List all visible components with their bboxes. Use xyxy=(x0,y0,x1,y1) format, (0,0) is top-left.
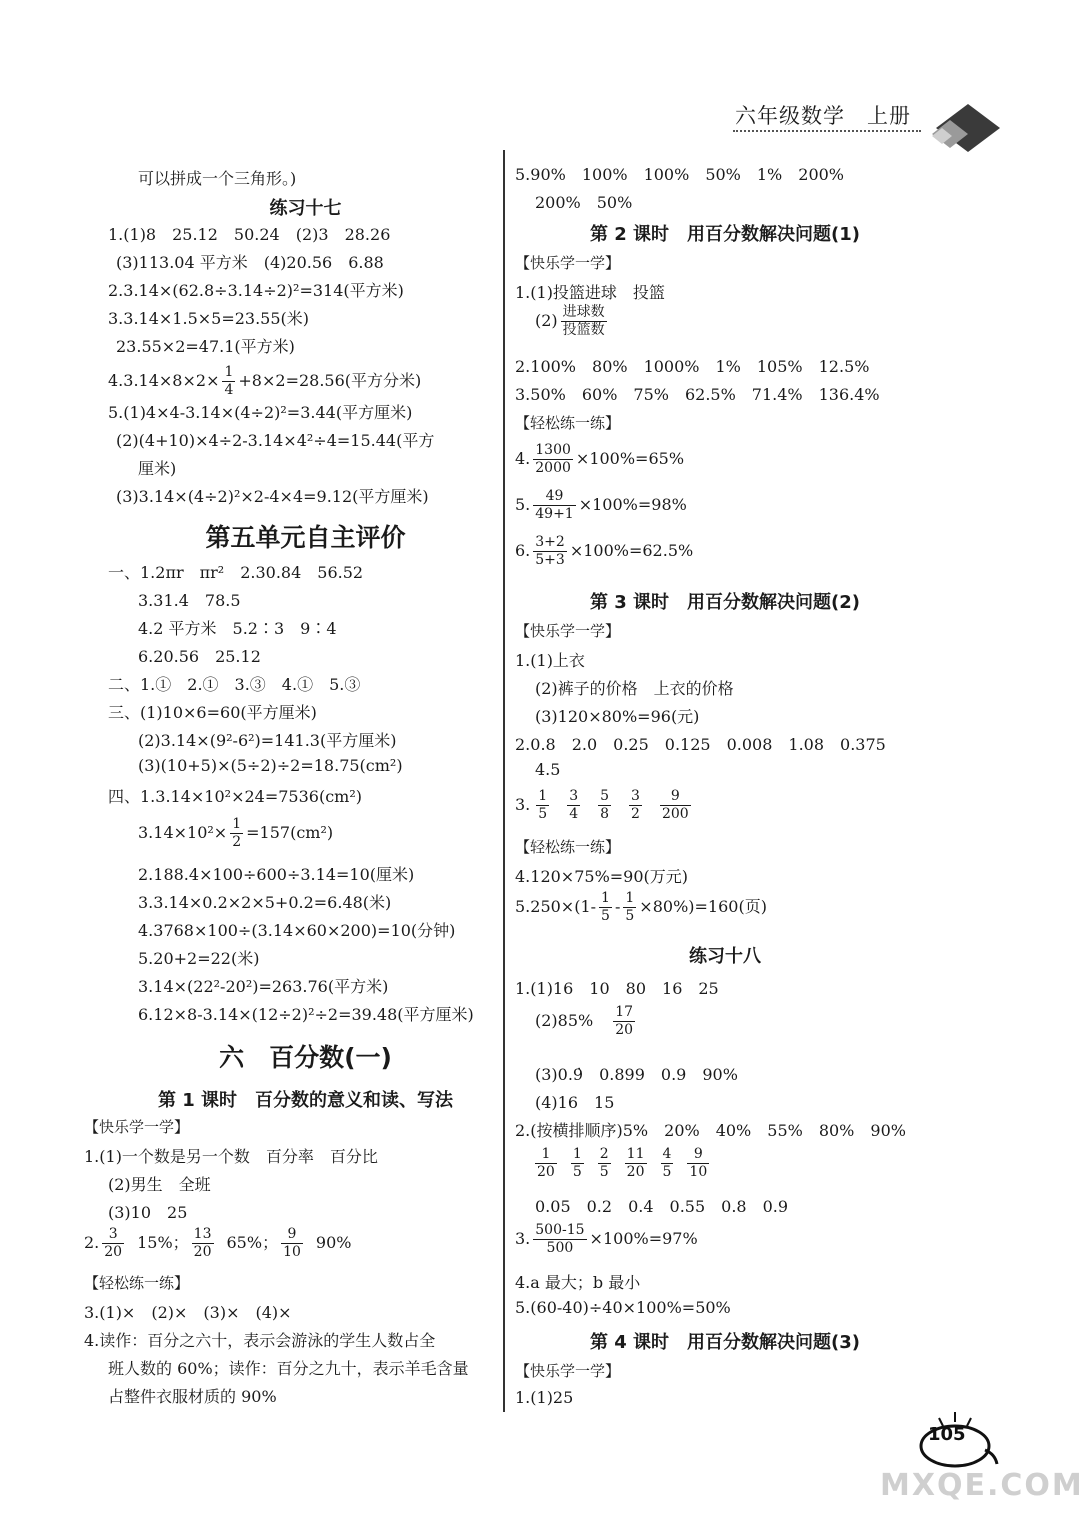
text-segment: 4.3.14×8×2× xyxy=(108,371,220,390)
text-segment: 5. xyxy=(515,495,531,514)
answer-line: 3.31.4 78.5 xyxy=(138,591,241,610)
fraction-denominator: 5 xyxy=(599,1164,609,1180)
text-segment: 5.250×(1- xyxy=(515,897,597,916)
fraction-numerator: 9 xyxy=(281,1226,303,1244)
fraction xyxy=(660,788,691,823)
answer-line: 4.120×75%=90(万元) xyxy=(515,867,689,886)
text-segment: +8×2=28.56(平方分米) xyxy=(238,371,422,390)
book-title: 六年级数学 上册 xyxy=(735,104,911,128)
answer-line: 【轻松练一练】 xyxy=(515,414,621,432)
answer-line: 【快乐学一学】 xyxy=(84,1118,190,1136)
text-segment: 3. xyxy=(515,795,531,814)
answer-line: 【快乐学一学】 xyxy=(515,254,621,272)
fraction-denominator: 49+1 xyxy=(535,506,574,522)
fraction xyxy=(625,1146,647,1181)
fraction-numerator: 1 xyxy=(538,788,548,804)
answer-line: 2.(按横排顺序)5% 20% 40% 55% 80% 90% xyxy=(515,1121,906,1140)
fraction xyxy=(598,1146,611,1181)
fraction-denominator: 20 xyxy=(104,1244,123,1260)
fraction xyxy=(661,1146,674,1181)
answer-line: 第 4 课时 用百分数解决问题(3) xyxy=(589,1332,861,1353)
fraction xyxy=(613,1004,635,1039)
header-rule xyxy=(733,130,921,132)
fraction xyxy=(533,534,567,569)
fraction-numerator: 1 xyxy=(572,1146,582,1162)
answer-line: 4.5 xyxy=(535,760,561,779)
answer-line: 可以拼成一个三角形。) xyxy=(138,169,297,188)
answer-line: 2.0.8 2.0 0.25 0.125 0.008 1.08 0.375 xyxy=(515,735,886,754)
answer-line xyxy=(515,442,684,477)
answer-line: 2.100% 80% 1000% 1% 105% 12.5% xyxy=(515,357,870,376)
answer-line: (3)113.04 平方米 (4)20.56 6.88 xyxy=(116,253,384,272)
answer-line: 1.(1)投篮进球 投篮 xyxy=(515,283,665,302)
answer-line: 占整件衣服材质的 90% xyxy=(108,1387,277,1406)
text-segment: 3. xyxy=(515,1229,531,1248)
answer-line: 0.05 0.2 0.4 0.55 0.8 0.9 xyxy=(535,1197,789,1216)
answer-line: 【轻松练一练】 xyxy=(84,1274,190,1292)
answer-line: 5.20+2=22(米) xyxy=(138,949,260,968)
fraction-numerator: 4 xyxy=(662,1146,672,1162)
answer-line xyxy=(108,364,421,399)
answer-line: 第 1 课时 百分数的意义和读、写法 xyxy=(157,1090,454,1111)
answer-line: 三、(1)10×6=60(平方厘米) xyxy=(108,703,317,722)
fraction xyxy=(599,890,612,925)
text-segment: ×100%=98% xyxy=(578,495,687,514)
answer-line: 班人数的 60%；读作：百分之九十，表示羊毛含量 xyxy=(108,1359,469,1378)
text-segment: 6. xyxy=(515,541,531,560)
fraction-numerator: 3+2 xyxy=(535,534,565,550)
fraction-numerator: 5 xyxy=(600,788,610,804)
answer-line: 第 3 课时 用百分数解决问题(2) xyxy=(589,592,861,613)
answer-line: 1.(1)25 xyxy=(515,1388,574,1407)
fraction xyxy=(102,1226,124,1261)
fraction xyxy=(192,1226,214,1261)
fraction-numerator: 进球数 xyxy=(562,304,605,320)
answer-line: 【快乐学一学】 xyxy=(515,622,621,640)
fraction-denominator: 20 xyxy=(193,1244,212,1260)
fraction-denominator: 200 xyxy=(661,806,689,822)
fraction xyxy=(533,1222,586,1257)
fraction-denominator: 5 xyxy=(601,908,610,924)
diamond-decoration-icon xyxy=(928,98,1008,168)
answer-line xyxy=(535,304,610,339)
text-segment: 4. xyxy=(515,449,531,468)
fraction-numerator: 1 xyxy=(232,816,242,832)
fraction xyxy=(535,1146,557,1181)
fraction-numerator: 3 xyxy=(102,1226,124,1244)
fraction xyxy=(598,788,611,823)
fraction-denominator: 5 xyxy=(625,908,635,924)
answer-line xyxy=(515,890,767,925)
answer-line: (2)(4+10)×4÷2-3.14×4²÷4=15.44(平方 xyxy=(116,431,435,450)
fraction xyxy=(222,364,235,399)
answer-line: (3)3.14×(4÷2)²×2-4×4=9.12(平方厘米) xyxy=(116,487,429,506)
answer-line: 3.50% 60% 75% 62.5% 71.4% 136.4% xyxy=(515,385,880,404)
answer-line: (3)(10+5)×(5÷2)÷2=18.75(cm²) xyxy=(138,756,403,775)
answer-line: 第五单元自主评价 xyxy=(205,523,406,552)
fraction-numerator: 3 xyxy=(631,788,640,804)
fraction-denominator: 10 xyxy=(689,1164,708,1180)
answer-line: (2)裤子的价格 上衣的价格 xyxy=(535,679,734,698)
fraction-denominator: 4 xyxy=(224,382,234,398)
watermark: MXQE.COM xyxy=(880,1468,1084,1503)
answer-line xyxy=(535,1146,723,1181)
answer-line xyxy=(84,1226,351,1261)
fraction xyxy=(561,304,607,339)
fraction xyxy=(567,788,580,823)
answer-line: 3.14×(22²-20²)=263.76(平方米) xyxy=(138,977,389,996)
fraction xyxy=(623,890,636,925)
fraction-denominator: 20 xyxy=(615,1022,634,1038)
answer-line: 1.(1)上衣 xyxy=(515,651,585,670)
answer-line: (3)0.9̇ 0.899 0.9 90% xyxy=(535,1065,738,1084)
text-segment: ×100%=62.5% xyxy=(569,541,694,560)
fraction-denominator: 8 xyxy=(600,806,610,822)
answer-line: (4)16 15 xyxy=(535,1093,615,1112)
fraction-numerator: 1 xyxy=(601,890,610,906)
answer-line: 4.2 平方米 5.2∶3 9∶4 xyxy=(138,619,337,638)
fraction-denominator: 5 xyxy=(572,1164,582,1180)
answer-line: 4.读作：百分之六十，表示会游泳的学生人数占全 xyxy=(84,1331,436,1350)
fraction-numerator: 1 xyxy=(535,1146,557,1164)
answer-line: 厘米) xyxy=(138,459,177,478)
fraction-numerator: 500-15 xyxy=(535,1222,585,1238)
fraction xyxy=(571,1146,584,1181)
fraction-numerator: 1 xyxy=(224,364,234,380)
page-number: 105 xyxy=(928,1424,966,1445)
answer-line: 200% 50% xyxy=(535,193,633,212)
fraction-numerator: 49 xyxy=(533,488,575,506)
text-segment: ×100%=65% xyxy=(575,449,685,468)
answer-line: 2.3.14×(62.8÷3.14÷2)²=314(平方米) xyxy=(108,281,404,300)
answer-line: 四、1.3.14×10²×24=7536(cm²) xyxy=(108,787,362,806)
answer-line: 2.188.4×100÷600÷3.14=10(厘米) xyxy=(138,865,415,884)
answer-line xyxy=(515,788,703,823)
fraction-denominator: 2 xyxy=(631,806,640,822)
text-segment: 15%； xyxy=(137,1233,189,1252)
answer-line: 1.(1)8 25.12 50.24 (2)3 28.26 xyxy=(108,225,391,244)
answer-line: 【快乐学一学】 xyxy=(515,1362,621,1380)
fraction-denominator: 2 xyxy=(232,834,242,850)
fraction-denominator: 500 xyxy=(546,1240,574,1256)
answer-line: 5.(1)4×4-3.14×(4÷2)²=3.44(平方厘米) xyxy=(108,403,413,422)
fraction-denominator: 5+3 xyxy=(535,552,565,568)
answer-line: 一、1.2πr πr² 2.30.84 56.52 xyxy=(108,563,364,582)
answer-line: 练习十八 xyxy=(689,946,761,967)
fraction-denominator: 投篮数 xyxy=(562,322,605,338)
fraction xyxy=(629,788,642,823)
answer-line: 3.3.14×1.5×5=23.55(米) xyxy=(108,309,310,328)
text-segment: 3.14×10²× xyxy=(138,823,228,842)
answer-line: 3.(1)× (2)× (3)× (4)× xyxy=(84,1303,292,1322)
answer-line xyxy=(535,1004,638,1039)
fraction-numerator: 9 xyxy=(687,1146,709,1164)
fraction-denominator: 2000 xyxy=(535,460,571,476)
answer-line: 3.3.14×0.2×2×5+0.2=6.48(米) xyxy=(138,893,392,912)
text-segment: ×100%=97% xyxy=(589,1229,698,1248)
fraction-denominator: 20 xyxy=(626,1164,645,1180)
fraction-numerator: 11 xyxy=(626,1146,645,1162)
text-segment: 2. xyxy=(84,1233,100,1252)
fraction xyxy=(230,816,243,851)
answer-line xyxy=(138,816,333,851)
answer-line: 1.(1)16 10 80 16 25 xyxy=(515,979,719,998)
fraction-numerator: 2 xyxy=(599,1146,609,1162)
answer-line xyxy=(515,1222,698,1257)
fraction-numerator: 1 xyxy=(625,890,635,906)
answer-line: 4.3768×100÷(3.14×60×200)=10(分钟) xyxy=(138,921,456,940)
answer-line: 1.(1)一个数是另一个数 百分率 百分比 xyxy=(84,1147,378,1166)
answer-line: (2)3.14×(9²-6²)=141.3(平方厘米) xyxy=(138,731,397,750)
text-segment: (2) xyxy=(535,311,558,330)
fraction xyxy=(687,1146,709,1181)
answer-line: 23.55×2=47.1(平方米) xyxy=(116,337,295,356)
text-segment: - xyxy=(614,897,621,916)
answer-line: 六 百分数(一) xyxy=(219,1043,392,1072)
answer-line: 第 2 课时 用百分数解决问题(1) xyxy=(589,224,861,245)
answer-line: 6.12×8-3.14×(12÷2)²÷2=39.48(平方厘米) xyxy=(138,1005,474,1024)
fraction xyxy=(533,488,575,523)
answer-line: 5.(60-40)÷40×100%=50% xyxy=(515,1298,731,1317)
answer-line: 4.a 最大；b 最小 xyxy=(515,1273,641,1292)
answer-line: 练习十七 xyxy=(269,198,342,219)
fraction-denominator: 5 xyxy=(538,806,548,822)
text-segment: =157(cm²) xyxy=(246,823,334,842)
fraction-numerator: 9 xyxy=(660,788,691,806)
text-segment: 65%； xyxy=(226,1233,279,1252)
fraction xyxy=(533,442,573,477)
text-segment: 90% xyxy=(315,1233,352,1252)
fraction-denominator: 5 xyxy=(662,1164,672,1180)
answer-line: (2)男生 全班 xyxy=(108,1175,211,1194)
fraction-denominator: 10 xyxy=(283,1244,301,1260)
answer-line xyxy=(515,488,687,523)
fraction-denominator: 20 xyxy=(537,1164,555,1180)
text-segment: (2)85% xyxy=(535,1011,594,1030)
answer-line: (3)120×80%=96(元) xyxy=(535,707,700,726)
answer-line xyxy=(515,534,693,569)
answer-line: 6.20.56 25.12 xyxy=(138,647,261,666)
fraction xyxy=(281,1226,303,1261)
fraction-numerator: 1300 xyxy=(535,442,571,458)
fraction-numerator: 3 xyxy=(569,788,579,804)
fraction-numerator: 13 xyxy=(193,1226,212,1242)
column-divider xyxy=(503,150,505,1412)
fraction-denominator: 4 xyxy=(569,806,579,822)
text-segment: ×80%)=160(页) xyxy=(639,897,767,916)
answer-line: 二、1.① 2.① 3.③ 4.① 5.③ xyxy=(108,675,361,694)
fraction-numerator: 17 xyxy=(615,1004,634,1020)
answer-line: 【轻松练一练】 xyxy=(515,838,621,856)
answer-line: 5.90% 100% 100% 50% 1% 200% xyxy=(515,165,845,184)
fraction xyxy=(536,788,549,823)
answer-line: (3)10 25 xyxy=(108,1203,188,1222)
